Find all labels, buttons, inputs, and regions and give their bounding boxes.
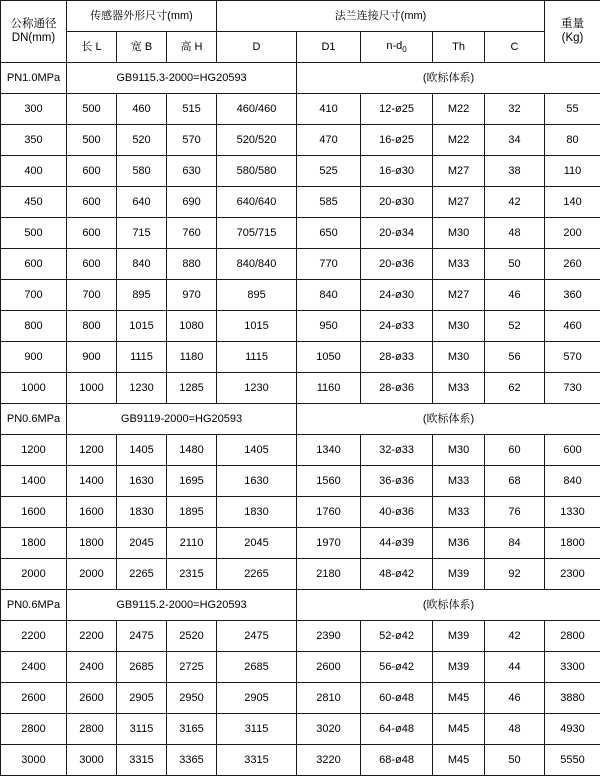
- table-cell: 68: [485, 466, 545, 497]
- table-cell: 2600: [297, 652, 361, 683]
- table-row: [1, 435, 600, 466]
- table-cell: M30: [433, 311, 485, 342]
- table-cell: M33: [433, 249, 485, 280]
- table-cell: 24-ø30: [361, 280, 433, 311]
- table-cell: 12-ø25: [361, 94, 433, 125]
- section-standard-label: GB9115.2-2000=HG20593: [67, 590, 297, 621]
- table-cell: 2400: [67, 652, 117, 683]
- table-cell: 44: [485, 652, 545, 683]
- table-cell: 60: [485, 435, 545, 466]
- table-cell: 3165: [167, 714, 217, 745]
- table-cell: 62: [485, 373, 545, 404]
- table-cell: 1015: [217, 311, 297, 342]
- table-cell: 515: [167, 94, 217, 125]
- table-row: [1, 373, 600, 404]
- table-cell: 1200: [1, 435, 67, 466]
- table-cell: 56: [485, 342, 545, 373]
- table-cell: M30: [433, 435, 485, 466]
- table-cell: 40-ø36: [361, 497, 433, 528]
- header-height: 高 H: [167, 32, 217, 63]
- table-cell: 895: [217, 280, 297, 311]
- table-cell: M33: [433, 373, 485, 404]
- table-cell: 2600: [67, 683, 117, 714]
- table-row: [1, 125, 600, 156]
- table-cell: 1285: [167, 373, 217, 404]
- table-cell: 92: [485, 559, 545, 590]
- table-header-top: [1, 1, 600, 32]
- table-cell: M45: [433, 714, 485, 745]
- table-cell: 970: [167, 280, 217, 311]
- table-cell: 2810: [297, 683, 361, 714]
- table-cell: 3020: [297, 714, 361, 745]
- table-cell: 2800: [67, 714, 117, 745]
- table-cell: 705/715: [217, 218, 297, 249]
- table-cell: 2905: [217, 683, 297, 714]
- table-cell: 640: [117, 187, 167, 218]
- header-width: 宽 B: [117, 32, 167, 63]
- table-cell: 84: [485, 528, 545, 559]
- table-cell: 46: [485, 683, 545, 714]
- table-cell: 1330: [545, 497, 600, 528]
- table-cell: 700: [1, 280, 67, 311]
- table-cell: 360: [545, 280, 600, 311]
- table-cell: 1405: [217, 435, 297, 466]
- section-note-label: (欧标体系): [297, 404, 600, 435]
- table-cell: 36-ø36: [361, 466, 433, 497]
- table-cell: 52: [485, 311, 545, 342]
- table-cell: 895: [117, 280, 167, 311]
- header-d: D: [217, 32, 297, 63]
- table-cell: M36: [433, 528, 485, 559]
- table-cell: 42: [485, 187, 545, 218]
- table-cell: 1405: [117, 435, 167, 466]
- table-cell: 600: [67, 249, 117, 280]
- table-cell: 2800: [1, 714, 67, 745]
- table-cell: 68-ø48: [361, 745, 433, 776]
- table-cell: 1000: [1, 373, 67, 404]
- table-cell: 1760: [297, 497, 361, 528]
- table-cell: 42: [485, 621, 545, 652]
- table-cell: 520/520: [217, 125, 297, 156]
- header-nominal-diameter: 公称通径 DN(mm): [1, 1, 67, 63]
- table-cell: 585: [297, 187, 361, 218]
- table-row: [1, 249, 600, 280]
- table-cell: 880: [167, 249, 217, 280]
- table-cell: 38: [485, 156, 545, 187]
- table-cell: 1340: [297, 435, 361, 466]
- header-group-sensor: 传感器外形尺寸(mm): [67, 1, 217, 32]
- table-cell: 140: [545, 187, 600, 218]
- section-note-label: (欧标体系): [297, 63, 600, 94]
- table-cell: 300: [1, 94, 67, 125]
- table-cell: 460: [117, 94, 167, 125]
- table-row: [1, 714, 600, 745]
- table-cell: 1800: [67, 528, 117, 559]
- table-cell: 1560: [297, 466, 361, 497]
- table-cell: 460: [545, 311, 600, 342]
- table-cell: 500: [67, 125, 117, 156]
- table-row: [1, 652, 600, 683]
- table-row: [1, 745, 600, 776]
- table-cell: 2200: [1, 621, 67, 652]
- section-header-row: [1, 63, 600, 94]
- table-cell: 450: [1, 187, 67, 218]
- table-cell: 900: [1, 342, 67, 373]
- table-cell: 44-ø39: [361, 528, 433, 559]
- table-cell: 1160: [297, 373, 361, 404]
- table-cell: M33: [433, 466, 485, 497]
- table-cell: 840: [545, 466, 600, 497]
- table-cell: 1830: [217, 497, 297, 528]
- table-cell: 2390: [297, 621, 361, 652]
- table-cell: M22: [433, 125, 485, 156]
- table-cell: 2180: [297, 559, 361, 590]
- table-cell: 20-ø36: [361, 249, 433, 280]
- table-cell: 950: [297, 311, 361, 342]
- table-cell: 1400: [1, 466, 67, 497]
- table-cell: 630: [167, 156, 217, 187]
- table-cell: 1800: [1, 528, 67, 559]
- table-cell: M27: [433, 280, 485, 311]
- table-cell: M22: [433, 94, 485, 125]
- table-cell: 1600: [67, 497, 117, 528]
- table-cell: 2475: [117, 621, 167, 652]
- table-cell: 580: [117, 156, 167, 187]
- table-cell: 110: [545, 156, 600, 187]
- table-cell: 16-ø30: [361, 156, 433, 187]
- table-cell: 3365: [167, 745, 217, 776]
- table-cell: 2200: [67, 621, 117, 652]
- table-row: [1, 528, 600, 559]
- table-cell: 500: [1, 218, 67, 249]
- table-row: [1, 311, 600, 342]
- table-cell: 48-ø42: [361, 559, 433, 590]
- section-pressure-label: PN0.6MPa: [1, 590, 67, 621]
- table-row: [1, 683, 600, 714]
- table-cell: 20-ø30: [361, 187, 433, 218]
- section-note-label: (欧标体系): [297, 590, 600, 621]
- table-cell: 2475: [217, 621, 297, 652]
- table-cell: 3220: [297, 745, 361, 776]
- table-cell: 2265: [117, 559, 167, 590]
- table-cell: 32: [485, 94, 545, 125]
- table-cell: 770: [297, 249, 361, 280]
- table-cell: 600: [1, 249, 67, 280]
- table-cell: 600: [545, 435, 600, 466]
- table-cell: 500: [67, 94, 117, 125]
- table-cell: 3000: [1, 745, 67, 776]
- table-cell: 1695: [167, 466, 217, 497]
- table-cell: 640/640: [217, 187, 297, 218]
- table-cell: 2950: [167, 683, 217, 714]
- table-cell: 650: [297, 218, 361, 249]
- table-cell: 2685: [117, 652, 167, 683]
- table-cell: 900: [67, 342, 117, 373]
- header-length: 长 L: [67, 32, 117, 63]
- table-cell: 4930: [545, 714, 600, 745]
- table-cell: 1480: [167, 435, 217, 466]
- table-row: [1, 94, 600, 125]
- table-cell: 3880: [545, 683, 600, 714]
- table-row: [1, 342, 600, 373]
- table-body: [1, 1, 600, 776]
- table-cell: 400: [1, 156, 67, 187]
- table-cell: 76: [485, 497, 545, 528]
- table-cell: 28-ø33: [361, 342, 433, 373]
- table-cell: 3000: [67, 745, 117, 776]
- table-cell: 460/460: [217, 94, 297, 125]
- section-standard-label: GB9115.3-2000=HG20593: [67, 63, 297, 94]
- table-cell: M30: [433, 218, 485, 249]
- section-header-row: [1, 404, 600, 435]
- table-cell: 200: [545, 218, 600, 249]
- header-c: C: [485, 32, 545, 63]
- header-n-d0: $n-d_0$: [361, 32, 433, 63]
- table-cell: 800: [1, 311, 67, 342]
- table-cell: 2800: [545, 621, 600, 652]
- table-cell: 470: [297, 125, 361, 156]
- header-group-flange: 法兰连接尺寸(mm): [217, 1, 545, 32]
- section-standard-label: GB9119-2000=HG20593: [67, 404, 297, 435]
- table-cell: M27: [433, 187, 485, 218]
- table-row: [1, 559, 600, 590]
- table-cell: 840/840: [217, 249, 297, 280]
- table-cell: 56-ø42: [361, 652, 433, 683]
- table-cell: 350: [1, 125, 67, 156]
- table-cell: 600: [67, 218, 117, 249]
- table-cell: 60-ø48: [361, 683, 433, 714]
- table-cell: 1050: [297, 342, 361, 373]
- table-cell: 50: [485, 745, 545, 776]
- table-cell: 1230: [217, 373, 297, 404]
- table-cell: 2000: [1, 559, 67, 590]
- table-cell: 690: [167, 187, 217, 218]
- table-header-sub: [1, 32, 600, 63]
- table-cell: 2725: [167, 652, 217, 683]
- table-cell: M45: [433, 683, 485, 714]
- table-cell: 2520: [167, 621, 217, 652]
- table-cell: 1800: [545, 528, 600, 559]
- table-cell: 2600: [1, 683, 67, 714]
- table-row: [1, 497, 600, 528]
- table-cell: 2045: [117, 528, 167, 559]
- table-row: [1, 621, 600, 652]
- table-cell: 715: [117, 218, 167, 249]
- table-cell: 48: [485, 714, 545, 745]
- table-cell: 28-ø36: [361, 373, 433, 404]
- table-cell: 1830: [117, 497, 167, 528]
- table-row: [1, 280, 600, 311]
- table-cell: 600: [67, 187, 117, 218]
- header-th: Th: [433, 32, 485, 63]
- table-cell: 730: [545, 373, 600, 404]
- table-cell: 1000: [67, 373, 117, 404]
- table-cell: 840: [117, 249, 167, 280]
- table-cell: 1230: [117, 373, 167, 404]
- table-row: [1, 187, 600, 218]
- table-cell: 1115: [217, 342, 297, 373]
- table-cell: M39: [433, 621, 485, 652]
- table-cell: 2265: [217, 559, 297, 590]
- table-cell: 1600: [1, 497, 67, 528]
- table-cell: 64-ø48: [361, 714, 433, 745]
- table-cell: M33: [433, 497, 485, 528]
- table-cell: M30: [433, 342, 485, 373]
- table-cell: 3115: [217, 714, 297, 745]
- table-cell: 3315: [217, 745, 297, 776]
- header-weight: 重量 (Kg): [545, 1, 600, 63]
- table-cell: 1400: [67, 466, 117, 497]
- table-cell: 2000: [67, 559, 117, 590]
- table-cell: 570: [545, 342, 600, 373]
- table-cell: 24-ø33: [361, 311, 433, 342]
- table-cell: 1180: [167, 342, 217, 373]
- table-cell: M39: [433, 652, 485, 683]
- table-cell: M39: [433, 559, 485, 590]
- table-cell: 570: [167, 125, 217, 156]
- table-cell: 2685: [217, 652, 297, 683]
- table-cell: 760: [167, 218, 217, 249]
- section-pressure-label: PN0.6MPa: [1, 404, 67, 435]
- table-cell: 3300: [545, 652, 600, 683]
- table-row: [1, 156, 600, 187]
- table-cell: 1895: [167, 497, 217, 528]
- table-row: [1, 466, 600, 497]
- table-cell: 52-ø42: [361, 621, 433, 652]
- table-cell: 2045: [217, 528, 297, 559]
- table-cell: 16-ø25: [361, 125, 433, 156]
- table-cell: 1115: [117, 342, 167, 373]
- table-cell: 410: [297, 94, 361, 125]
- table-cell: M27: [433, 156, 485, 187]
- table-cell: 700: [67, 280, 117, 311]
- table-cell: 5550: [545, 745, 600, 776]
- table-cell: 2300: [545, 559, 600, 590]
- table-cell: M45: [433, 745, 485, 776]
- table-cell: 3315: [117, 745, 167, 776]
- table-cell: 260: [545, 249, 600, 280]
- table-cell: 32-ø33: [361, 435, 433, 466]
- section-header-row: [1, 590, 600, 621]
- section-pressure-label: PN1.0MPa: [1, 63, 67, 94]
- table-cell: 20-ø34: [361, 218, 433, 249]
- table-cell: 55: [545, 94, 600, 125]
- table-cell: 50: [485, 249, 545, 280]
- table-row: [1, 218, 600, 249]
- table-cell: 1200: [67, 435, 117, 466]
- table-cell: 600: [67, 156, 117, 187]
- table-cell: 3115: [117, 714, 167, 745]
- table-cell: 2110: [167, 528, 217, 559]
- table-cell: 34: [485, 125, 545, 156]
- table-cell: 1970: [297, 528, 361, 559]
- table-cell: 580/580: [217, 156, 297, 187]
- table-cell: 1630: [217, 466, 297, 497]
- table-cell: 525: [297, 156, 361, 187]
- table-cell: 48: [485, 218, 545, 249]
- table-cell: 840: [297, 280, 361, 311]
- table-cell: 800: [67, 311, 117, 342]
- table-cell: 520: [117, 125, 167, 156]
- table-cell: 2905: [117, 683, 167, 714]
- table-cell: 1080: [167, 311, 217, 342]
- table-cell: 2400: [1, 652, 67, 683]
- table-cell: 2315: [167, 559, 217, 590]
- header-d1: D1: [297, 32, 361, 63]
- table-cell: 1630: [117, 466, 167, 497]
- table-cell: 80: [545, 125, 600, 156]
- table-cell: 46: [485, 280, 545, 311]
- table-cell: 1015: [117, 311, 167, 342]
